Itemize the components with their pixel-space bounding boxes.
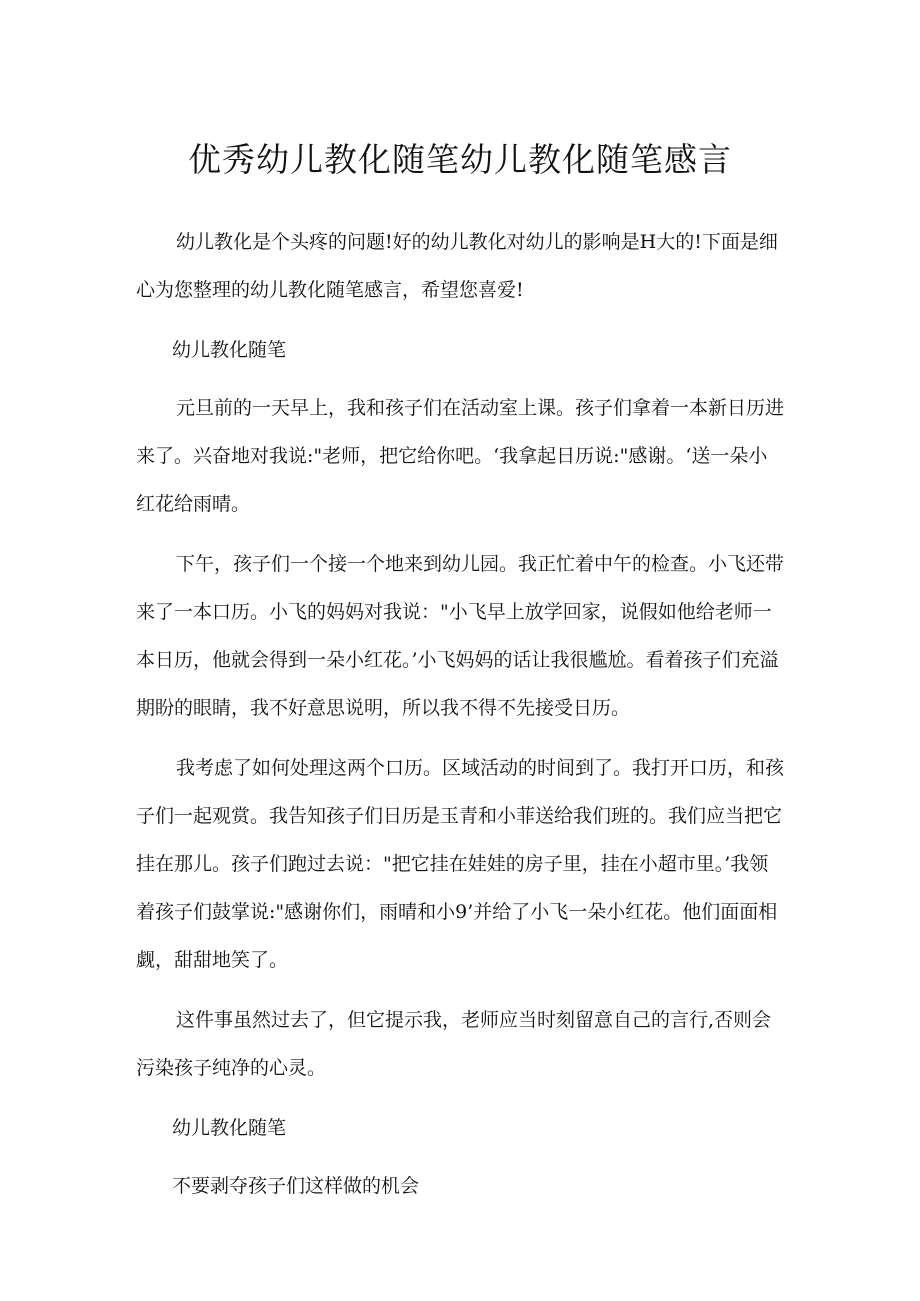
body-paragraph: 我考虑了如何处理这两个口历。区域活动的时间到了。我打开口历，和孩子们一起观赏。我告知孩子们日历是玉青和小菲送给我们班的。我们应当把它挂在那儿。孩子们跑过去说："把它挂在娃娃的房子里，挂在小超市里。’我领着孩子们鼓掌说:"感谢你们，雨晴和小9’并给了小飞一朵小红花。他们面面相觑，甜甜地笑了。 [136, 757, 785, 971]
section-heading: 幼儿教化随笔 [172, 1117, 287, 1139]
body-paragraph: 这件事虽然过去了，但它提示我，老师应当时刻留意自己的言行,否则会污染孩子纯净的心灵。 [136, 1009, 772, 1079]
document-body [136, 218, 786, 1210]
subsection-heading: 不要剥夺孩子们这样做的机会 [172, 1175, 420, 1197]
section-heading: 幼儿教化随笔 [172, 339, 287, 361]
intro-paragraph: 幼儿教化是个头疼的问题!好的幼儿教化对幼儿的影响是H大的!下面是细心为您整理的幼儿教化随笔感言，希望您喜爱! [136, 231, 778, 301]
body-paragraph: 下午，孩子们一个接一个地来到幼儿园。我正忙着中午的检查。小飞还带来了一本口历。小飞的妈妈对我说："小飞早上放学回家，说假如他给老师一本日历，他就会得到一朵小红花。’小飞妈妈的话让我很尴尬。看着孩子们充溢期盼的眼睛，我不好意思说明，所以我不得不先接受日历。 [136, 553, 785, 719]
body-paragraph: 元旦前的一天早上，我和孩子们在活动室上课。孩子们拿着一本新日历进来了。兴奋地对我说:"老师，把它给你吧。‘我拿起日历说:"感谢。‘送一朵小红花给雨晴。 [136, 397, 785, 515]
document-title: 优秀幼儿教化随笔幼儿教化随笔感言 [188, 140, 732, 179]
